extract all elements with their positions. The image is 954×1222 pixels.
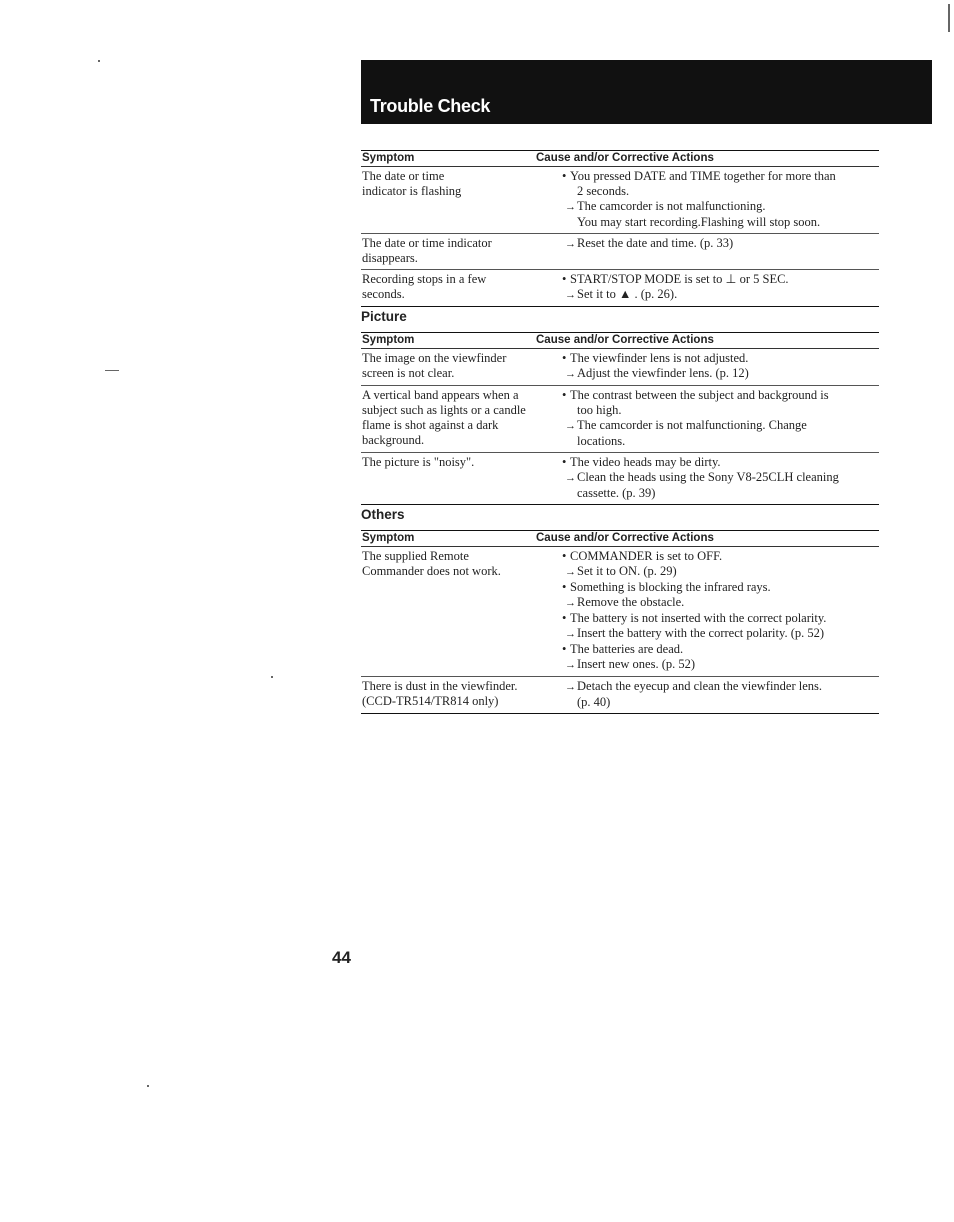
cause-text: • Something is blocking the infrared rays.	[562, 580, 879, 595]
page-number: 44	[332, 948, 351, 967]
table-body	[361, 167, 879, 307]
symptom-text: indicator is flashing	[362, 184, 462, 198]
continuation-text: locations.	[577, 434, 626, 448]
action-text: → Adjust the viewfinder lens. (p. 12)	[562, 366, 879, 382]
continuation-text: too high.	[577, 403, 622, 417]
section-picture	[361, 309, 879, 505]
table-row	[361, 677, 879, 714]
section-title: Picture	[361, 309, 407, 324]
section-general	[361, 150, 879, 307]
symptom-cell	[361, 169, 562, 230]
continuation-text: cassette. (p. 39)	[577, 486, 656, 500]
cause-cell	[562, 679, 879, 710]
section-title: Others	[361, 507, 405, 522]
cause-column-header: Cause and/or Corrective Actions	[536, 532, 714, 544]
cause-cell	[562, 455, 879, 501]
symptom-text: A vertical band appears when a	[362, 388, 519, 402]
symptom-text: The picture is "noisy".	[362, 455, 475, 469]
scan-mark	[105, 370, 119, 371]
symptom-text: (CCD-TR514/TR814 only)	[362, 694, 499, 708]
table-row	[361, 386, 879, 453]
symptom-cell	[361, 388, 562, 449]
table-header	[361, 530, 879, 547]
action-text: → Clean the heads using the Sony V8-25CLH cleaning	[562, 470, 879, 486]
symptom-text: The supplied Remote	[362, 549, 469, 563]
symptom-cell	[361, 236, 562, 266]
cause-cell	[562, 549, 879, 673]
cause-column-header: Cause and/or Corrective Actions	[536, 152, 714, 164]
continuation-text: (p. 40)	[577, 695, 611, 709]
symptom-text: screen is not clear.	[362, 366, 455, 380]
scan-mark	[98, 60, 100, 62]
cause-cell	[562, 169, 879, 230]
cause-column-header: Cause and/or Corrective Actions	[536, 334, 714, 346]
cause-cell	[562, 388, 879, 449]
scan-mark	[147, 1085, 149, 1087]
action-text: → The camcorder is not malfunctioning.	[562, 199, 879, 215]
continuation-text: 2 seconds.	[577, 184, 630, 198]
action-text: → Set it to ▲ . (p. 26).	[562, 287, 879, 303]
cause-text: • The batteries are dead.	[562, 642, 879, 657]
cause-cell	[562, 236, 879, 266]
symptom-column-header: Symptom	[362, 152, 415, 164]
symptom-text: The date or time	[362, 169, 445, 183]
symptom-text: Recording stops in a few	[362, 272, 487, 286]
cause-text: • COMMANDER is set to OFF.	[562, 549, 879, 564]
cause-text: • The viewfinder lens is not adjusted.	[562, 351, 879, 366]
symptom-column-header: Symptom	[362, 532, 415, 544]
symptom-cell	[361, 272, 562, 303]
cause-text: • The battery is not inserted with the correct polarity.	[562, 611, 879, 626]
symptom-column-header: Symptom	[362, 334, 415, 346]
symptom-text: subject such as lights or a candle	[362, 403, 526, 417]
cause-text: • The contrast between the subject and background is	[562, 388, 879, 403]
table-row	[361, 547, 879, 677]
cause-text: • START/STOP MODE is set to ⊥ or 5 SEC.	[562, 272, 879, 287]
action-text: → Reset the date and time. (p. 33)	[562, 236, 879, 252]
table-body	[361, 349, 879, 505]
table-header	[361, 150, 879, 167]
symptom-cell	[361, 351, 562, 382]
table-row	[361, 453, 879, 505]
scan-mark	[271, 676, 273, 678]
symptom-text: The image on the viewfinder	[362, 351, 507, 365]
cause-text: • You pressed DATE and TIME together for more than	[562, 169, 879, 184]
action-text: → Remove the obstacle.	[562, 595, 879, 611]
section-others	[361, 507, 879, 714]
symptom-text: flame is shot against a dark	[362, 418, 499, 432]
symptom-text: Commander does not work.	[362, 564, 501, 578]
action-text: → The camcorder is not malfunctioning. Change	[562, 418, 879, 434]
action-text: → Detach the eyecup and clean the viewfinder lens.	[562, 679, 879, 695]
cause-cell	[562, 272, 879, 303]
action-text: → Set it to ON. (p. 29)	[562, 564, 879, 580]
symptom-text: seconds.	[362, 287, 405, 301]
table-row	[361, 270, 879, 307]
table-body	[361, 547, 879, 714]
header-bar	[361, 60, 932, 124]
symptom-text: background.	[362, 433, 425, 447]
symptom-cell	[361, 455, 562, 501]
scan-mark	[948, 4, 950, 32]
table-row	[361, 234, 879, 270]
continuation-text: You may start recording.Flashing will stop soon.	[577, 215, 821, 229]
table-row	[361, 349, 879, 386]
cause-cell	[562, 351, 879, 382]
symptom-cell	[361, 549, 562, 673]
table-header	[361, 332, 879, 349]
cause-text: • The video heads may be dirty.	[562, 455, 879, 470]
symptom-text: disappears.	[362, 251, 418, 265]
symptom-text: There is dust in the viewfinder.	[362, 679, 518, 693]
action-text: → Insert the battery with the correct polarity. (p. 52)	[562, 626, 879, 642]
symptom-text: The date or time indicator	[362, 236, 492, 250]
table-row	[361, 167, 879, 234]
symptom-cell	[361, 679, 562, 710]
action-text: → Insert new ones. (p. 52)	[562, 657, 879, 673]
page-title: Trouble Check	[370, 96, 491, 116]
